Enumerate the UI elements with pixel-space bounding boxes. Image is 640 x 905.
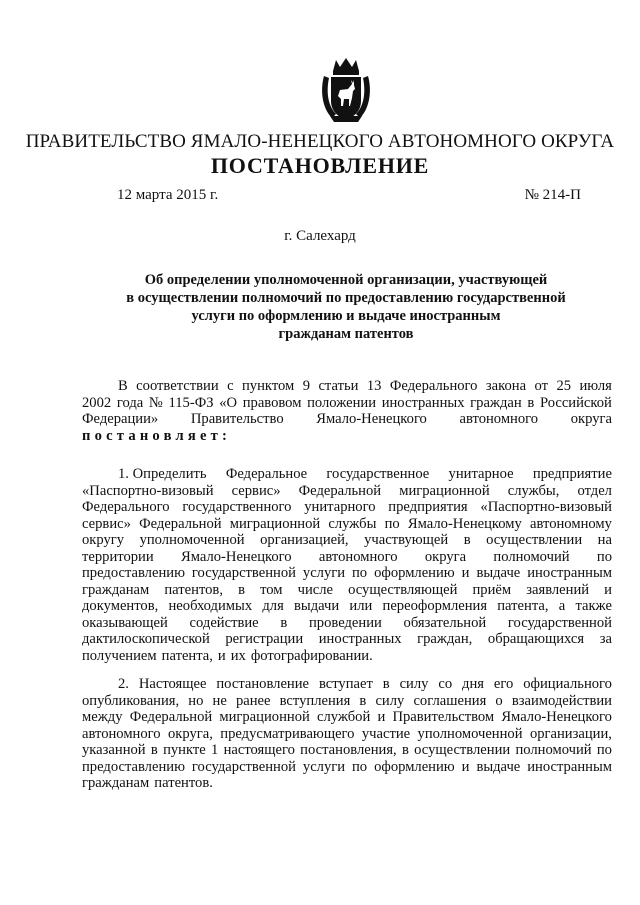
word: и — [461, 758, 470, 775]
word: округа — [424, 548, 467, 565]
word: о — [495, 692, 503, 709]
word: предприятие — [532, 466, 612, 482]
text-line — [82, 582, 612, 599]
paragraph-1 — [82, 466, 612, 664]
word: Федерального — [82, 499, 170, 515]
word: приём — [472, 581, 512, 598]
word: взаимодействии — [511, 692, 612, 709]
word: граждан, — [417, 631, 473, 647]
word: Правительство — [190, 411, 284, 427]
word: полномочий — [515, 742, 592, 758]
word: осуществлении — [486, 532, 583, 548]
word: государственного — [182, 499, 292, 515]
word: патентов. — [154, 775, 213, 791]
word: а — [558, 598, 566, 614]
preamble-paragraph — [82, 378, 612, 444]
word: службы — [328, 515, 377, 532]
word: положении — [307, 394, 377, 411]
word: соглашения — [413, 692, 487, 709]
word: июля — [579, 378, 612, 394]
word: пункте — [163, 742, 206, 758]
word: в — [527, 394, 535, 411]
word: службой — [316, 709, 371, 725]
text-line — [82, 483, 612, 500]
word: настоящего — [223, 742, 295, 758]
word: обязательной — [403, 614, 487, 631]
word: на — [597, 532, 612, 548]
word: осуществляющей — [348, 581, 458, 598]
word: граждан — [470, 394, 522, 411]
text-line — [82, 676, 612, 693]
word: статьи — [318, 378, 359, 394]
word: опубликования, — [82, 692, 180, 709]
word: услуги — [302, 758, 346, 775]
word: официального — [523, 676, 612, 692]
document-date: 12 марта 2015 г. — [117, 187, 219, 203]
word: предусматривающего — [220, 725, 355, 742]
word: автономного — [318, 548, 398, 565]
word: иностранным — [527, 758, 612, 775]
word: дня — [462, 676, 484, 692]
word: вступления — [279, 692, 351, 709]
word: от — [534, 378, 549, 394]
word: предоставлению — [82, 758, 185, 775]
word: по — [352, 565, 368, 581]
word: и — [377, 709, 386, 725]
document-number: № 214-П — [524, 187, 581, 203]
word: в — [280, 614, 288, 631]
word: 1 — [211, 742, 219, 758]
text-line — [82, 516, 612, 533]
word: участвующей — [364, 532, 449, 548]
word: автономного — [82, 725, 161, 742]
word: Федеральной — [139, 515, 222, 532]
text-line — [82, 709, 612, 726]
word: уполномоченной — [139, 532, 245, 548]
word: иностранных — [318, 631, 402, 647]
word: года — [116, 394, 144, 411]
text-line — [82, 598, 612, 615]
word: 25 — [556, 378, 572, 394]
word: выдаче — [476, 565, 521, 581]
word: в — [359, 692, 367, 709]
word: сервис» — [231, 482, 281, 499]
word: государственной — [507, 614, 612, 631]
word: том — [260, 581, 283, 598]
word: заявлений — [526, 581, 590, 598]
word: 2002 — [82, 394, 112, 411]
word: также — [575, 598, 612, 614]
word: округу — [82, 532, 125, 548]
word: округа, — [167, 725, 213, 742]
word: получением — [82, 647, 157, 664]
word: государственное — [326, 466, 430, 482]
word: не — [212, 692, 227, 709]
word: регистрации — [225, 631, 304, 647]
word: Федерального — [389, 378, 478, 394]
text-line — [82, 775, 612, 792]
text-line — [82, 411, 612, 428]
text-line — [82, 631, 612, 648]
word: службы, — [507, 482, 560, 499]
word: патента, — [497, 598, 549, 614]
word: за — [599, 631, 612, 647]
word: переоформления — [382, 598, 488, 614]
text-line — [82, 726, 612, 743]
word: полномочий — [493, 548, 570, 565]
word: сервис» — [82, 515, 131, 532]
word: «О — [219, 394, 238, 411]
word: Ямало-Ненецкому — [407, 515, 522, 532]
word: миграционной — [229, 515, 321, 532]
word: гражданам — [82, 775, 150, 791]
word: территории — [82, 548, 154, 565]
word: услуги — [302, 565, 346, 581]
title-line: гражданам патентов — [278, 326, 414, 342]
coat-of-arms-icon — [318, 56, 374, 124]
text-line — [82, 466, 612, 483]
word: в — [401, 742, 409, 758]
word: их — [230, 647, 246, 664]
text-line — [82, 759, 612, 776]
word: Правительством — [392, 709, 495, 725]
word: В — [118, 378, 128, 394]
organization-name: ПРАВИТЕЛЬСТВО ЯМАЛО-НЕНЕЦКОГО АВТОНОМНОГО ОКРУГА — [25, 131, 615, 152]
word: дактилоскопической — [82, 631, 210, 647]
word: гражданам — [82, 581, 150, 598]
word: силу — [375, 692, 405, 709]
word: участие — [361, 725, 411, 742]
word: постановление — [216, 676, 310, 692]
word: или — [349, 598, 373, 614]
word: автономному — [530, 515, 612, 532]
word: выдачи — [294, 598, 340, 614]
word: Ямало-Ненецкого — [316, 411, 427, 427]
word: со — [438, 676, 453, 692]
word: Ямало-Ненецкого — [501, 709, 612, 725]
word: правовом — [242, 394, 302, 411]
word: числе — [297, 581, 334, 598]
word: автономного — [459, 411, 539, 427]
document-type: ПОСТАНОВЛЕНИЕ — [210, 153, 430, 178]
document-title — [96, 271, 596, 343]
word: отдел — [577, 482, 612, 499]
word: округа — [570, 411, 612, 427]
word: патентов, — [164, 581, 223, 598]
text-line — [82, 565, 612, 582]
word: и — [604, 581, 612, 598]
word: патента, — [161, 647, 213, 664]
word: указанной — [82, 742, 146, 758]
text-line — [82, 742, 612, 759]
word: но — [188, 692, 204, 709]
word: по — [352, 758, 368, 775]
word: его — [493, 676, 514, 692]
word: между — [82, 709, 123, 725]
word: в — [238, 581, 245, 598]
word: государственной — [191, 758, 296, 775]
word: Федеральное — [225, 466, 308, 482]
text-line — [82, 395, 612, 412]
word: Российской — [539, 394, 612, 411]
text-line — [82, 499, 612, 516]
word: Ямало-Ненецкого — [181, 548, 292, 565]
word: с — [227, 378, 234, 394]
word: для — [262, 598, 284, 614]
word: ранее — [235, 692, 271, 709]
document-city: г. Салехард — [284, 228, 356, 244]
word: в — [150, 742, 158, 758]
decree-word: постановляет: — [82, 427, 232, 444]
word: Федеральной — [298, 482, 382, 499]
word: государственной — [191, 565, 296, 581]
word: 2. — [118, 676, 129, 692]
word: постановления, — [300, 742, 397, 758]
word: организации, — [529, 725, 612, 742]
text-line — [82, 615, 612, 632]
word: «Паспортно-визовый — [82, 482, 214, 499]
word: 115-ФЗ — [168, 394, 214, 411]
word: предоставлению — [82, 565, 185, 581]
word: миграционной — [219, 709, 310, 725]
word: организацией, — [260, 532, 349, 548]
word: соответствии — [136, 378, 219, 394]
text-line — [82, 549, 612, 566]
text-line — [82, 648, 612, 665]
word: вступает — [318, 676, 373, 692]
word: миграционной — [399, 482, 490, 499]
word: иностранных — [381, 394, 465, 411]
text-line — [82, 428, 612, 445]
word: 1. Определить — [118, 466, 207, 482]
word: в — [382, 676, 390, 692]
text-line — [82, 532, 612, 549]
word: Настоящее — [138, 676, 207, 692]
word: иностранным — [527, 565, 612, 581]
text-line — [82, 378, 612, 395]
word: фотографировании. — [250, 647, 373, 664]
title-line: услуги по оформлению и выдаче иностранным — [191, 308, 501, 324]
word: документов, — [82, 598, 159, 614]
word: унитарного — [304, 499, 376, 515]
title-line: в осуществлении полномочий по предоставлению государственной — [126, 290, 566, 306]
word: проведении — [309, 614, 382, 631]
word: 13 — [366, 378, 382, 394]
word: оказывающей — [82, 614, 168, 631]
word: закона — [485, 378, 527, 394]
word: содействие — [189, 614, 259, 631]
word: оформлению — [374, 758, 455, 775]
word: Федеральной — [129, 709, 213, 725]
word: 9 — [302, 378, 310, 394]
word: и — [217, 647, 226, 664]
word: по — [384, 515, 400, 532]
word: в — [463, 532, 471, 548]
word: унитарное — [448, 466, 514, 482]
word: и — [461, 565, 470, 581]
word: предприятия — [388, 499, 468, 515]
word: по — [596, 742, 612, 758]
word: обращающихся — [487, 631, 585, 647]
word: № — [148, 394, 163, 411]
word: оформлению — [374, 565, 455, 581]
text-line — [82, 693, 612, 710]
word: осуществлении — [414, 742, 511, 758]
word: Федерации» — [82, 411, 159, 427]
word: силу — [399, 676, 429, 692]
word: необходимых — [168, 598, 253, 614]
word: пунктом — [242, 378, 295, 394]
paragraph-2 — [82, 676, 612, 792]
word: по — [596, 548, 612, 565]
title-line: Об определении уполномоченной организации, участвующей — [144, 272, 548, 288]
word: уполномоченной — [417, 725, 523, 742]
word: «Паспортно-визовый — [480, 499, 612, 515]
word: выдаче — [476, 758, 521, 775]
